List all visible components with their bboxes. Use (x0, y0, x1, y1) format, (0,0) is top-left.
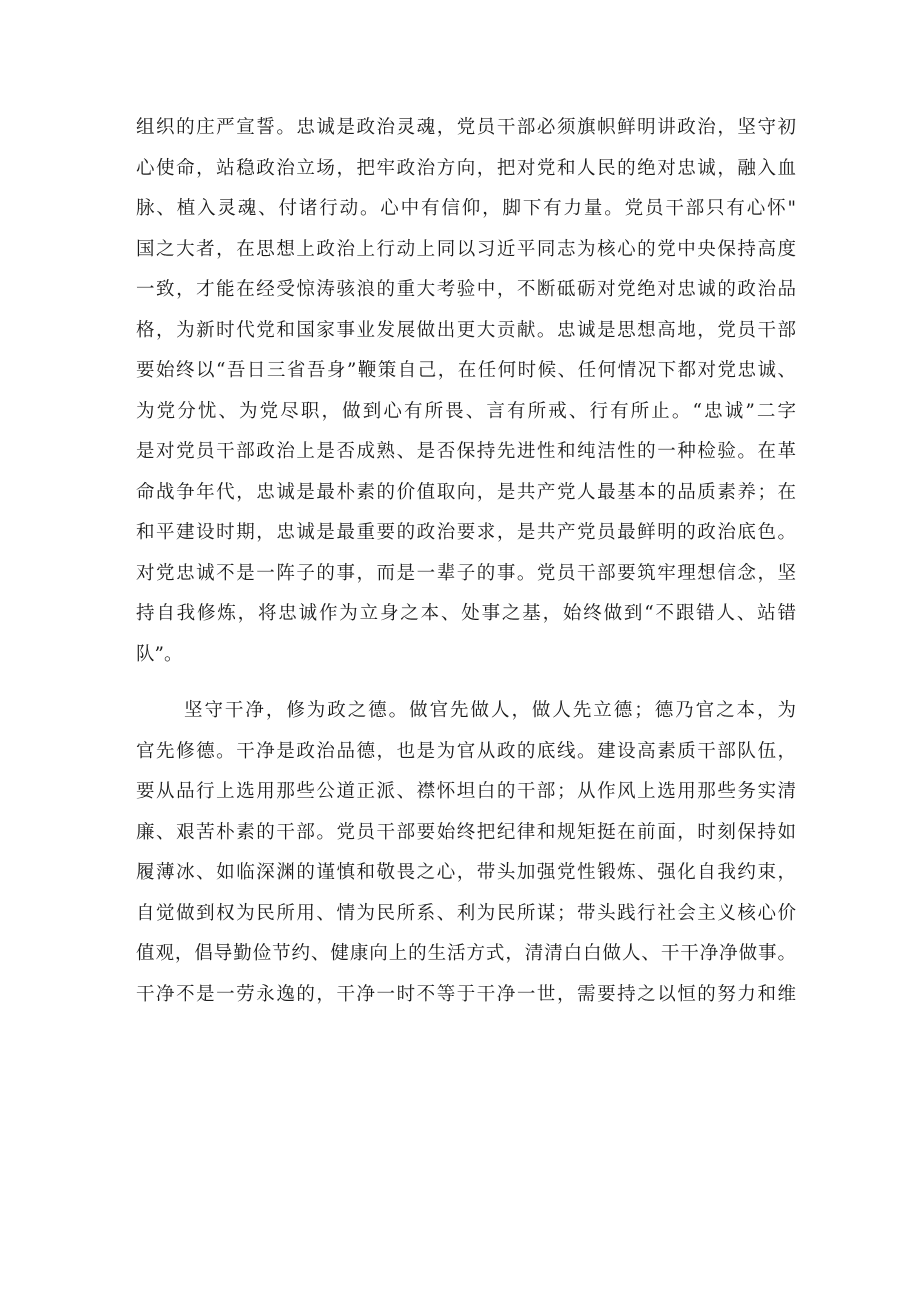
text-line: 一致，才能在经受惊涛骇浪的重大考验中，不断砥砺对党绝对忠诚的政治品 (136, 279, 796, 300)
text-line: 和平建设时期，忠诚是最重要的政治要求，是共产党员最鲜明的政治底色。 (136, 522, 796, 543)
paragraph-integrity (136, 691, 796, 1015)
text-line: 持自我修炼，将忠诚作为立身之本、处事之基，始终做到“不跟错人、站错 (136, 603, 796, 624)
text-line: 要从品行上选用那些公道正派、襟怀坦白的干部；从作风上选用那些务实清 (136, 781, 796, 802)
paragraph-loyalty (136, 108, 796, 675)
text-line: 官先修德。干净是政治品德，也是为官从政的底线。建设高素质干部队伍， (136, 740, 796, 762)
text-line: 履薄冰、如临深渊的谨慎和敬畏之心，带头加强党性锻炼、强化自我约束， (136, 862, 796, 883)
text-line: 命战争年代，忠诚是最朴素的价值取向，是共产党人最基本的品质素养；在 (136, 481, 796, 503)
text-line: 坚守干净，修为政之德。做官先做人，做人先立德；德乃官之本，为 (184, 700, 796, 721)
text-line: 组织的庄严宣誓。忠诚是政治灵魂，党员干部必须旗帜鲜明讲政治，坚守初 (136, 117, 796, 138)
text-line: 干净不是一劳永逸的，干净一时不等于干净一世，需要持之以恒的努力和维 (136, 983, 796, 1005)
text-line: 要始终以“吾日三省吾身”鞭策自己，在任何时候、任何情况下都对党忠诚、 (136, 360, 796, 381)
text-line: 自觉做到权为民所用、情为民所系、利为民所谋；带头践行社会主义核心价 (136, 902, 796, 924)
text-line: 值观，倡导勤俭节约、健康向上的生活方式，清清白白做人、干干净净做事。 (136, 943, 796, 964)
text-line: 廉、艰苦朴素的干部。党员干部要始终把纪律和规矩挺在前面，时刻保持如 (136, 821, 796, 843)
text-line: 为党分忧、为党尽职，做到心有所畏、言有所戒、行有所止。“忠诚”二字 (136, 400, 796, 422)
text-line: 对党忠诚不是一阵子的事，而是一辈子的事。党员干部要筑牢理想信念，坚 (136, 562, 796, 584)
text-line: 脉、植入灵魂、付诸行动。心中有信仰，脚下有力量。党员干部只有心怀" (136, 198, 796, 219)
paragraph-spacer (136, 675, 796, 691)
text-line: 格，为新时代党和国家事业发展做出更大贡献。忠诚是思想高地，党员干部 (136, 319, 796, 341)
body-text (136, 108, 796, 1015)
text-line: 国之大者，在思想上政治上行动上同以习近平同志为核心的党中央保持高度 (136, 238, 796, 260)
text-line: 是对党员干部政治上是否成熟、是否保持先进性和纯洁性的一种检验。在革 (136, 441, 796, 462)
text-line: 队”。 (136, 643, 183, 665)
text-line: 心使命，站稳政治立场，把牢政治方向，把对党和人民的绝对忠诚，融入血 (136, 157, 796, 179)
